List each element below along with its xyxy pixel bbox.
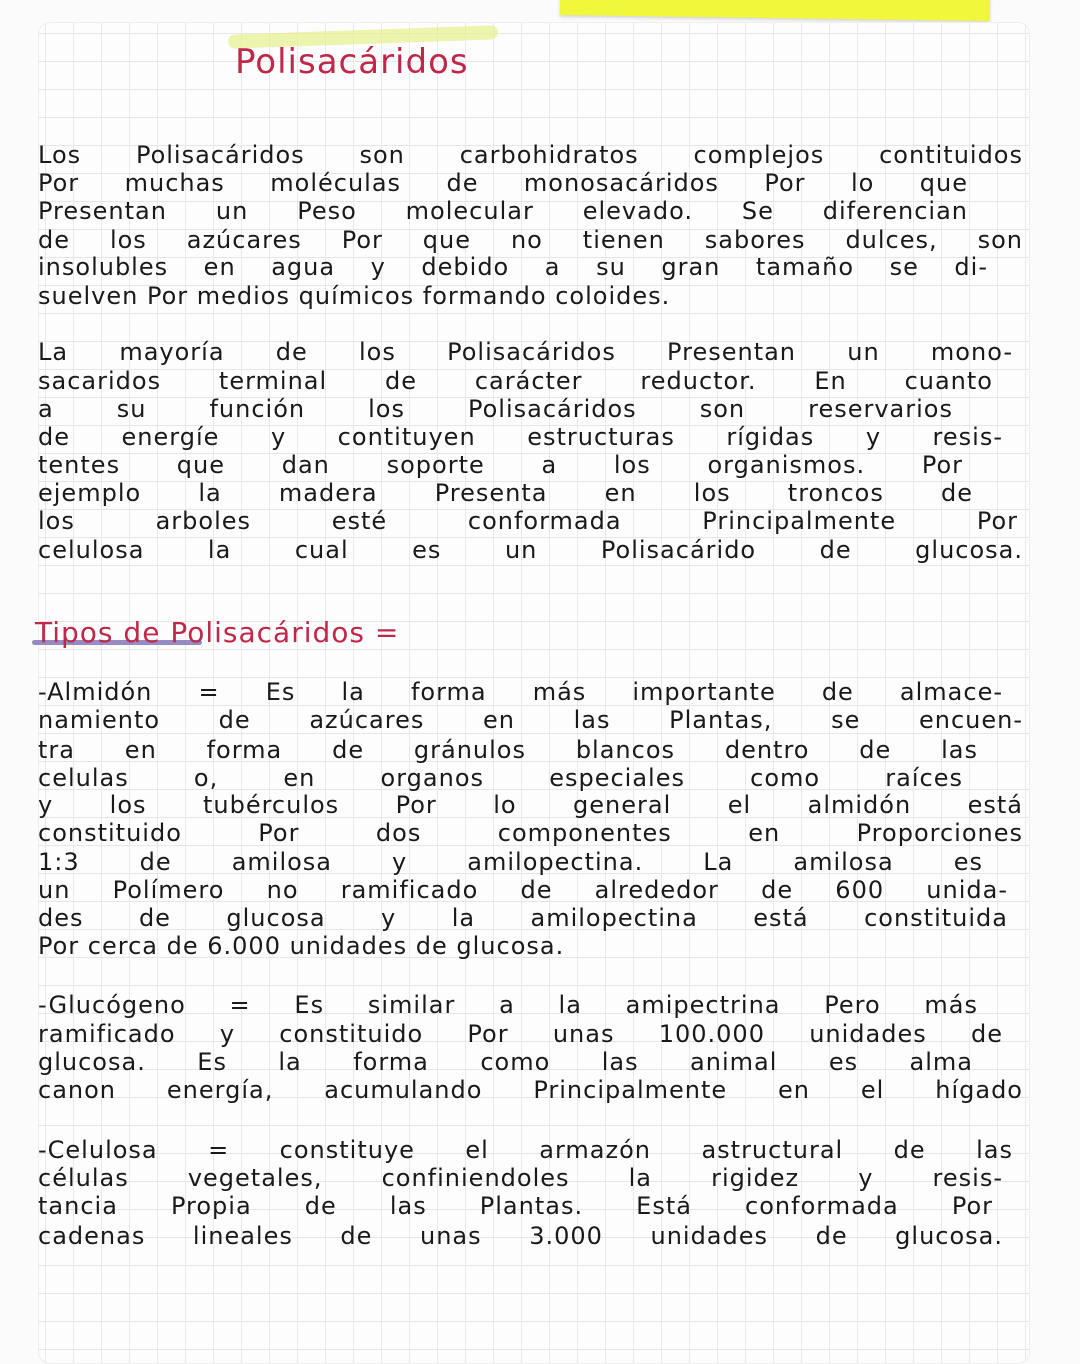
text-line: de los azúcares Por que no tienen sabores dulces, son xyxy=(38,226,1023,254)
text-line: constituido Por dos componentes en Proporciones xyxy=(38,819,1023,847)
text-line: celulosa la cual es un Polisacárido de glucosa. xyxy=(38,536,1023,564)
text-line: tancia Propia de las Plantas. Está conformada Por xyxy=(38,1192,993,1220)
text-line: celulas o, en organos especiales como raíces xyxy=(38,764,963,792)
section-heading: Tipos de Polisacáridos = xyxy=(35,616,400,649)
text-line: un Polímero no ramificado de alrededor de 600 unida- xyxy=(38,876,1008,904)
text-line: Presentan un Peso molecular elevado. Se diferencian xyxy=(38,197,968,225)
text-line: des de glucosa y la amilopectina está constituida xyxy=(38,904,1008,932)
text-line: y los tubérculos Por lo general el almidón está xyxy=(38,791,1023,819)
text-line: ejemplo la madera Presenta en los troncos de xyxy=(38,479,973,507)
text-line: cadenas lineales de unas 3.000 unidades de glucosa. xyxy=(38,1222,1003,1250)
page-title: Polisacáridos xyxy=(235,42,469,82)
sticky-note xyxy=(560,0,990,21)
text-line: Por muchas moléculas de monosacáridos Por lo que xyxy=(38,169,968,197)
text-line: La mayoría de los Polisacáridos Presentan un mono- xyxy=(38,338,1013,366)
text-line: de energíe y contituyen estructuras rígidas y resis- xyxy=(38,423,1003,451)
text-line: tentes que dan soporte a los organismos. Por xyxy=(38,451,963,479)
text-line: -Glucógeno = Es similar a la amipectrina Pero más xyxy=(38,991,978,1019)
text-line: -Almidón = Es la forma más importante de almace- xyxy=(38,678,1003,706)
text-line: ramificado y constituido Por unas 100.000 unidades de xyxy=(38,1020,1003,1048)
text-line: 1:3 de amilosa y amilopectina. La amilosa es xyxy=(38,848,983,876)
text-line: células vegetales, confiniendoles la rigidez y resis- xyxy=(38,1164,1003,1192)
text-line: a su función los Polisacáridos son reservarios xyxy=(38,395,953,423)
text-line: los arboles esté conformada Principalmente Por xyxy=(38,507,1018,535)
text-line: glucosa. Es la forma como las animal es alma xyxy=(38,1048,973,1076)
text-line: Los Polisacáridos son carbohidratos complejos contituidos xyxy=(38,141,1023,169)
text-line: -Celulosa = constituye el armazón astructural de las xyxy=(38,1136,1013,1164)
text-line: suelven Por medios químicos formando coloides. xyxy=(38,282,671,310)
text-line: Por cerca de 6.000 unidades de glucosa. xyxy=(38,932,565,960)
text-line: insolubles en agua y debido a su gran tamaño se di- xyxy=(38,253,988,281)
text-line: canon energía, acumulando Principalmente en el hígado xyxy=(38,1076,1023,1104)
text-line: sacaridos terminal de carácter reductor. En cuanto xyxy=(38,367,993,395)
text-line: namiento de azúcares en las Plantas, se encuen- xyxy=(38,706,1023,734)
text-line: tra en forma de gránulos blancos dentro de las xyxy=(38,736,978,764)
